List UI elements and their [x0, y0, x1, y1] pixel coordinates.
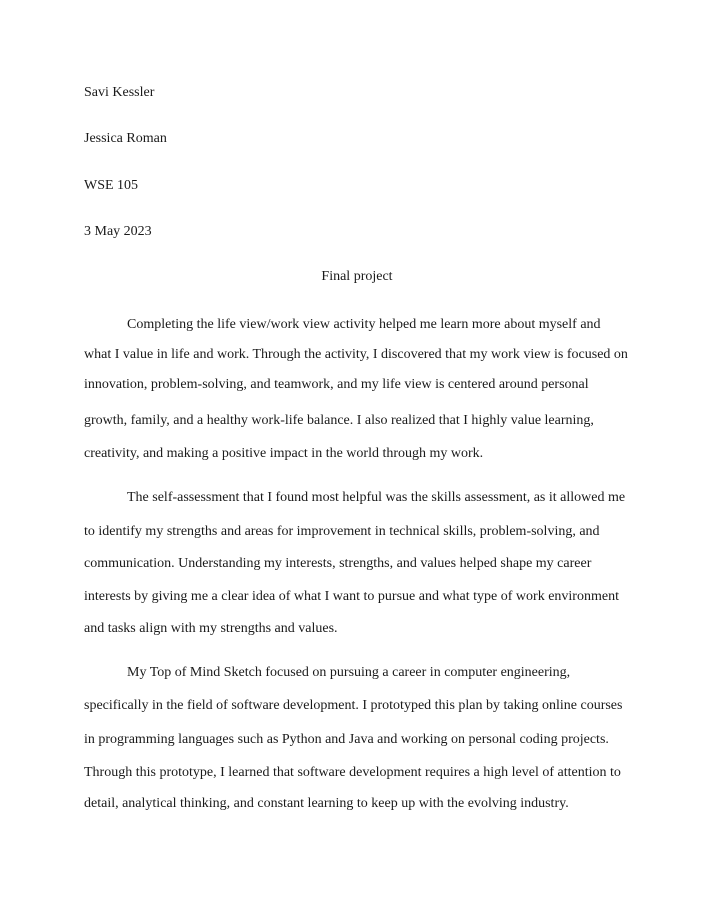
paragraph-1-line-4: growth, family, and a healthy work-life balance. I also realized that I highly value learning,	[84, 413, 594, 428]
date: 3 May 2023	[84, 224, 152, 239]
paragraph-2-line-1: The self-assessment that I found most helpful was the skills assessment, as it allowed me	[127, 490, 626, 505]
paragraph-3-line-5: detail, analytical thinking, and constant learning to keep up with the evolving industry.	[84, 796, 569, 811]
paragraph-2-line-2: to identify my strengths and areas for improvement in technical skills, problem-solving, and	[84, 524, 600, 539]
paragraph-2-line-4: interests by giving me a clear idea of what I want to pursue and what type of work environment	[84, 589, 619, 604]
instructor-name: Jessica Roman	[84, 131, 167, 146]
paragraph-3-line-2: specifically in the field of software development. I prototyped this plan by taking online courses	[84, 698, 623, 713]
paragraph-1-line-2: what I value in life and work. Through the activity, I discovered that my work view is focused on	[84, 347, 628, 362]
course-code: WSE 105	[84, 178, 139, 193]
paragraph-2-line-3: communication. Understanding my interests, strengths, and values helped shape my career	[84, 556, 592, 571]
paragraph-1-line-1: Completing the life view/work view activity helped me learn more about myself and	[127, 317, 601, 332]
paragraph-3-line-4: Through this prototype, I learned that software development requires a high level of attention to	[84, 765, 621, 780]
paragraph-1-line-5: creativity, and making a positive impact in the world through my work.	[84, 446, 484, 461]
paragraph-2-line-5: and tasks align with my strengths and values.	[84, 621, 338, 636]
document-title: Final project	[321, 269, 393, 284]
paragraph-3-line-1: My Top of Mind Sketch focused on pursuing a career in computer engineering,	[127, 665, 571, 680]
paragraph-1-line-3: innovation, problem-solving, and teamwork, and my life view is centered around personal	[84, 377, 589, 392]
paragraph-3-line-3: in programming languages such as Python and Java and working on personal coding projects.	[84, 732, 609, 747]
student-name: Savi Kessler	[84, 85, 155, 100]
